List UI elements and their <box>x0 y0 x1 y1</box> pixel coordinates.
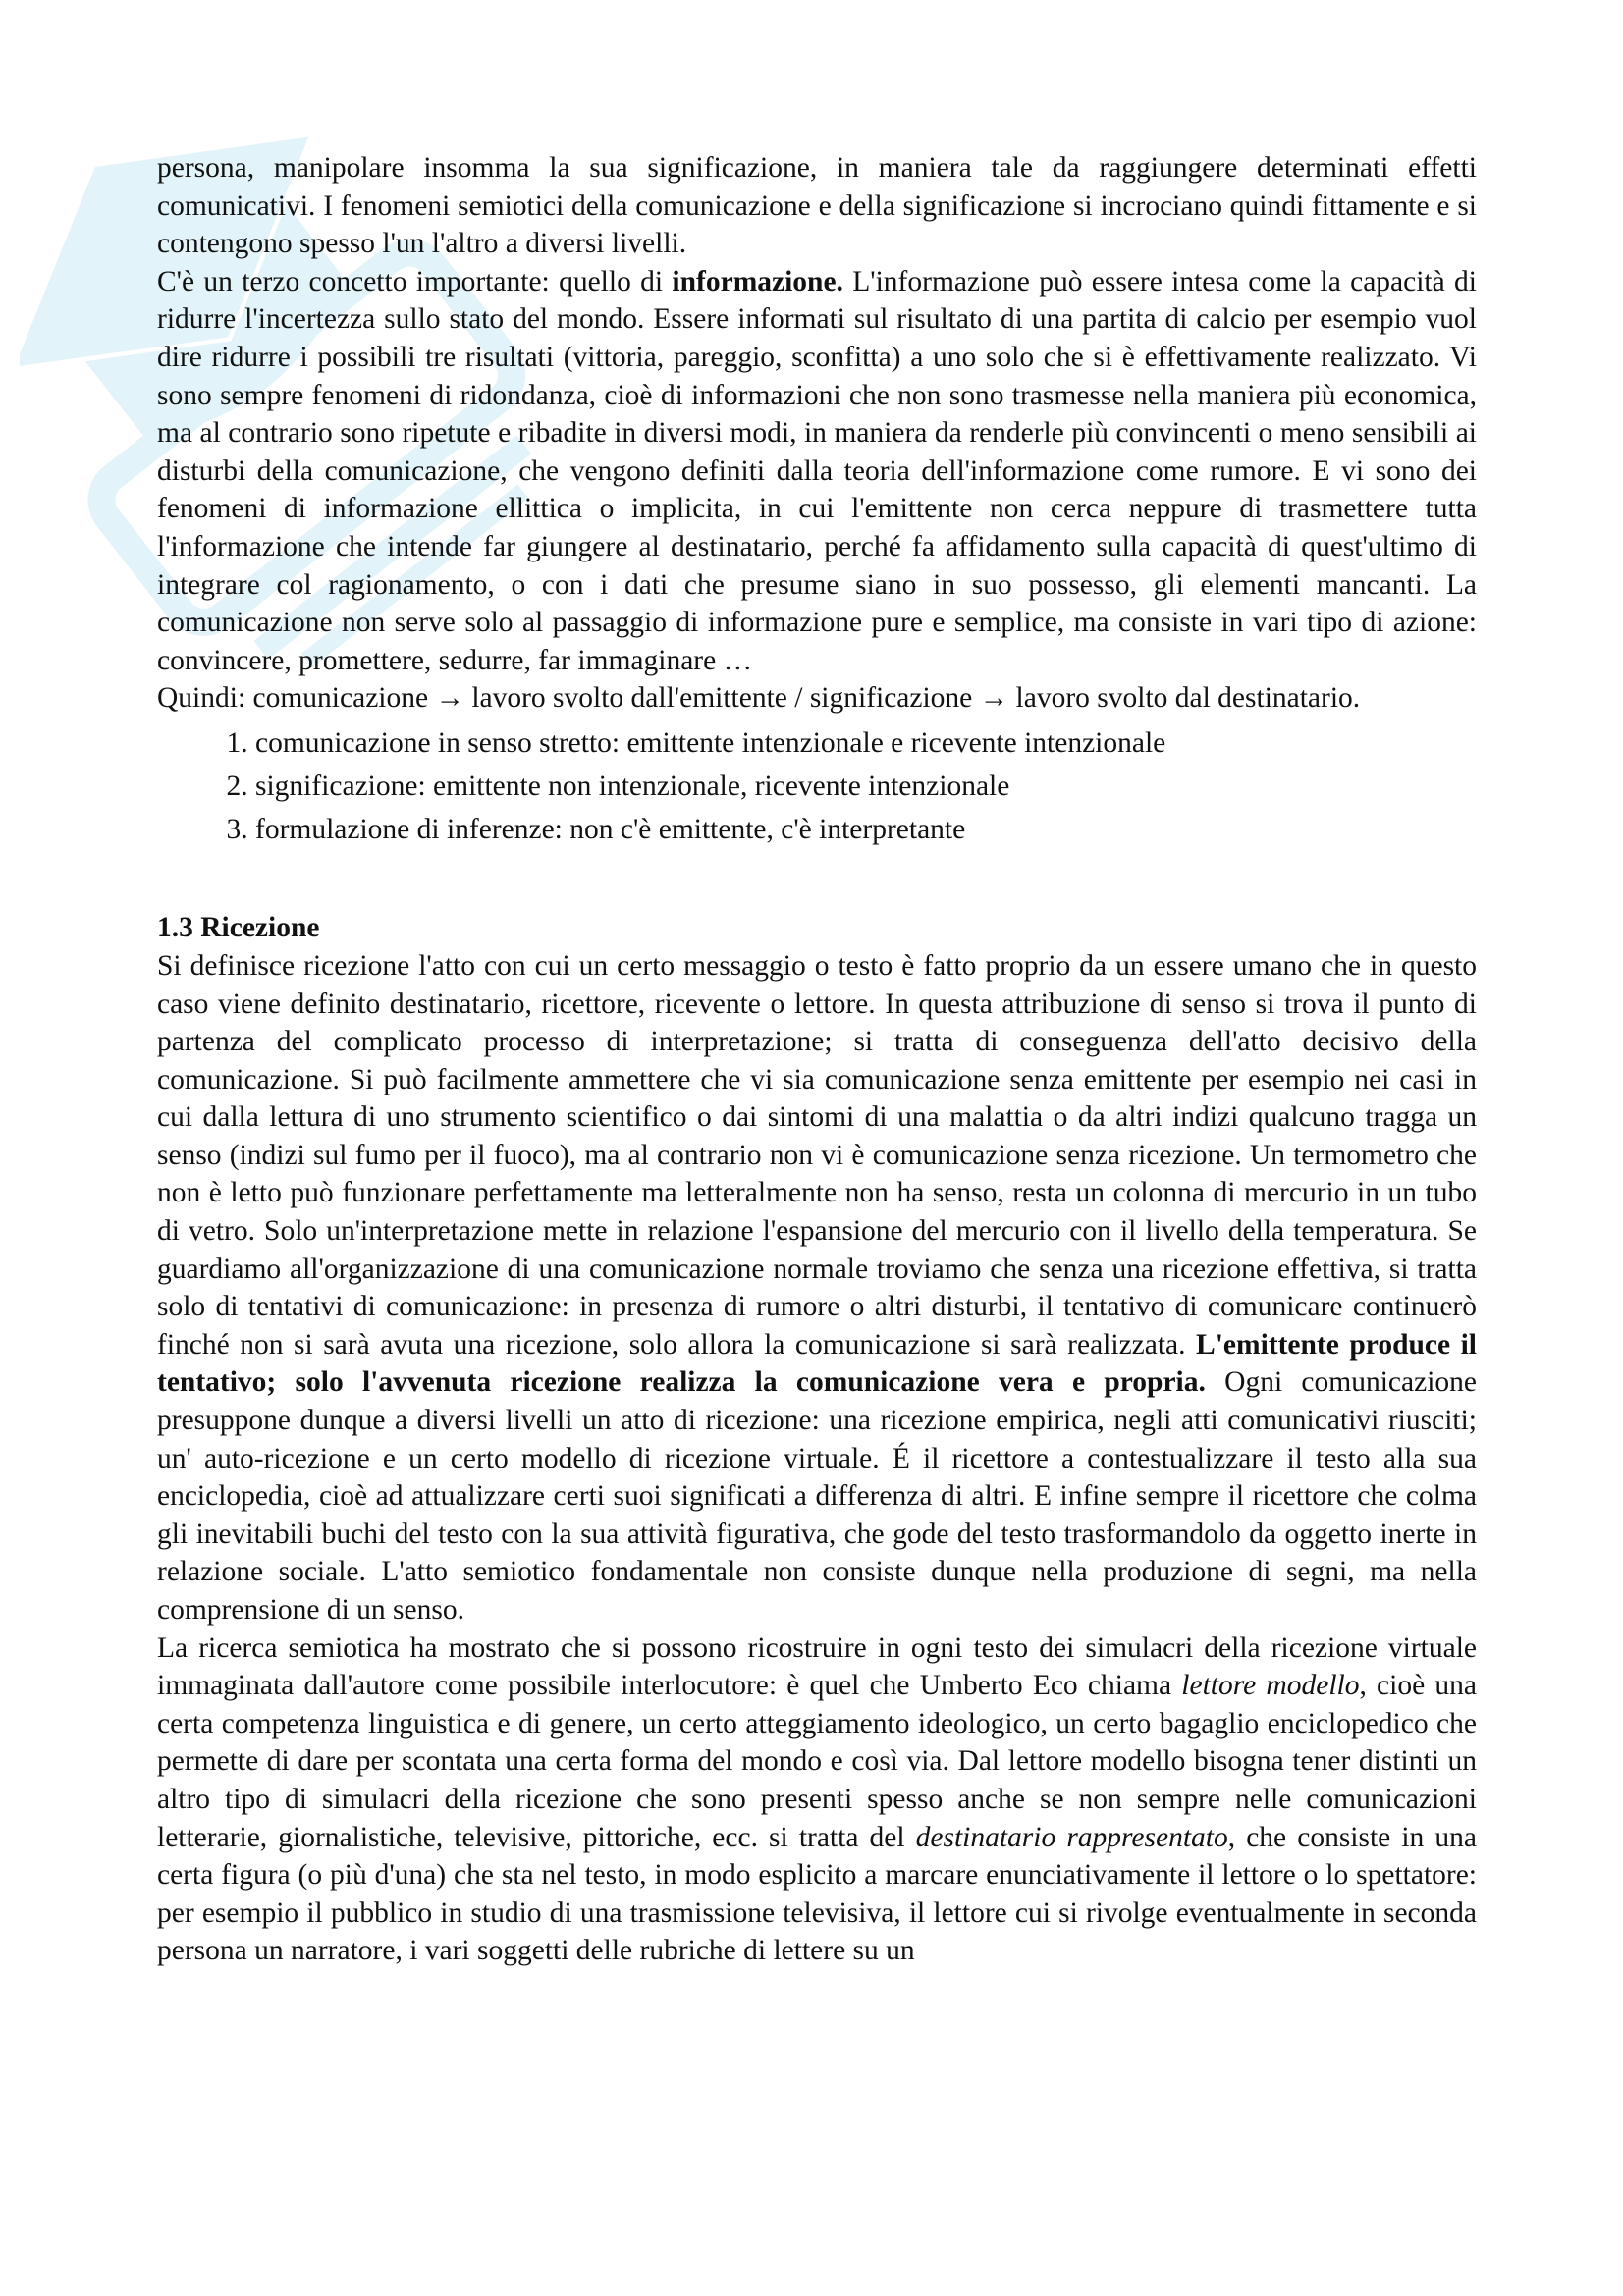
list-item: 1. comunicazione in senso stretto: emittente intenzionale e ricevente intenzionale <box>255 721 1477 765</box>
term-informazione: informazione. <box>672 265 843 297</box>
paragraph-2 <box>157 263 1477 680</box>
section-heading: 1.3 Ricezione <box>157 911 320 943</box>
paragraph-5-text-c: , cioè una certa competenza linguistica e di genere, un certo atteggiamento ideologico, un certo bagaglio enciclopedico che permette di dare per scontata una certa forma del mondo e così via. Dal lettore modello bisogna tener distinti un altro tipo di simulacri della ricezione che sono presenti spesso anche se non sempre nelle comunicazioni letterarie, giornalistiche, televisive, pittoriche, ecc. si tratta del <box>157 1670 1478 1853</box>
document-page <box>157 149 1477 1970</box>
paragraph-4-text-a: Si definisce ricezione l'atto con cui un certo messaggio o testo è fatto proprio da un essere umano che in questo caso viene definito destinatario, ricettore, ricevente o lettore. In questa attribuzione di senso si trova il punto di partenza del complicato processo di interpretazione; si tratta di conseguenza dell'atto decisivo della comunicazione. Si può facilmente ammettere che vi sia comunicazione senza emittente per esempio nei casi in cui dalla lettura di uno strumento scientifico o dai sintomi di una malattia o da altri indizi qualcuno tragga un senso (indizi sul fumo per il fuoco), ma al contrario non vi è comunicazione senza ricezione. Un termometro che non è letto può funzionare perfettamente ma letteralmente non ha senso, resta un colonna di mercurio in un tubo di vetro. Solo un'interpretazione mette in relazione l'espansione del mercurio con il livello della temperatura. Se guardiamo all'organizzazione di una comunicazione normale troviamo che senza una ricezione effettiva, si tratta solo di tentativi di comunicazione: in presenza di rumore o altri disturbi, il tentativo di comunicare continuerò finché non si sarà avuta una ricezione, solo allora la comunicazione si sarà realizzata. <box>157 949 1477 1361</box>
paragraph-5-text-e: , che consiste in una certa figura (o più d'una) che sta nel testo, in modo esplicito a marcare enunciativamente il lettore o lo spettatore: per esempio il pubblico in studio di una trasmissione televisiva, il lettore cui si rivolge eventualmente in seconda persona un narratore, i vari soggetti delle rubriche di lettere su un <box>157 1821 1477 1967</box>
term-destinatario-rappresentato: destinatario rappresentato <box>915 1821 1228 1853</box>
paragraph-3: Quindi: comunicazione → lavoro svolto dall'emittente / significazione → lavoro svolto dal destinatario. <box>157 682 1361 715</box>
term-lettore-modello: lettore modello <box>1181 1670 1360 1702</box>
paragraph-2-text-c: L'informazione può essere intesa come la capacità di ridurre l'incertezza sullo stato del mondo. Essere informati sul risultato di una partita di calcio per esempio vuol dire ridurre i possibili tre risultati (vittoria, pareggio, sconfitta) a uno solo che si è effettivamente realizzato. Vi sono sempre fenomeni di ridondanza, cioè di informazioni che non sono trasmesse nella maniera più economica, ma al contrario sono ripetute e ribadite in diversi modi, in maniera da renderle più convincenti o meno sensibili ai disturbi della comunicazione, che vengono definiti dalla teoria dell'informazione come rumore. E vi sono dei fenomeni di informazione ellittica o implicita, in cui l'emittente non cerca neppure di trasmettere tutta l'informazione che intende far giungere al destinatario, perché fa affidamento sulla capacità di quest'ultimo di integrare col ragionamento, o con i dati che presume siano in suo possesso, gli elementi mancanti. La comunicazione non serve solo al passaggio di informazione pure e semplice, ma consiste in vari tipo di azione: convincere, promettere, sedurre, far immaginare … <box>157 265 1477 676</box>
paragraph-4-bold: L'emittente produce il tentativo; solo l'avvenuta ricezione realizza la comunicazione vera e propria. <box>157 1328 1477 1399</box>
numbered-list <box>157 721 1477 851</box>
list-item: 3. formulazione di inferenze: non c'è emittente, c'è interpretante <box>255 808 1477 851</box>
paragraph-5 <box>157 1629 1477 1970</box>
paragraph-4-text-c: Ogni comunicazione presuppone dunque a diversi livelli un atto di ricezione: una ricezione empirica, negli atti comunicativi riusciti; un' auto-ricezione e un certo modello di ricezione virtuale. É il ricettore a contestualizzare il testo alla sua enciclopedia, cioè ad attualizzare certi suoi significati a differenza di altri. E infine sempre il ricettore che colma gli inevitabili buchi del testo con la sua attività figurativa, che gode del testo trasformandolo da oggetto inerte in relazione sociale. L'atto semiotico fondamentale non consiste dunque nella produzione di segni, ma nella comprensione di un senso. <box>157 1366 1477 1626</box>
paragraph-5-text-a: La ricerca semiotica ha mostrato che si possono ricostruire in ogni testo dei simulacri della ricezione virtuale immaginata dall'autore come possibile interlocutore: è quel che Umberto Eco chiama <box>157 1631 1477 1702</box>
paragraph-1: persona, manipolare insomma la sua significazione, in maniera tale da raggiungere determinati effetti comunicativi. I fenomeni semiotici della comunicazione e della significazione si incrociano quindi fittamente e si contengono spesso l'un l'altro a diversi livelli. <box>157 152 1477 260</box>
list-item: 2. significazione: emittente non intenzionale, ricevente intenzionale <box>255 765 1477 808</box>
paragraph-4 <box>157 947 1477 1629</box>
paragraph-2-text-a: C'è un terzo concetto importante: quello di <box>157 265 673 297</box>
